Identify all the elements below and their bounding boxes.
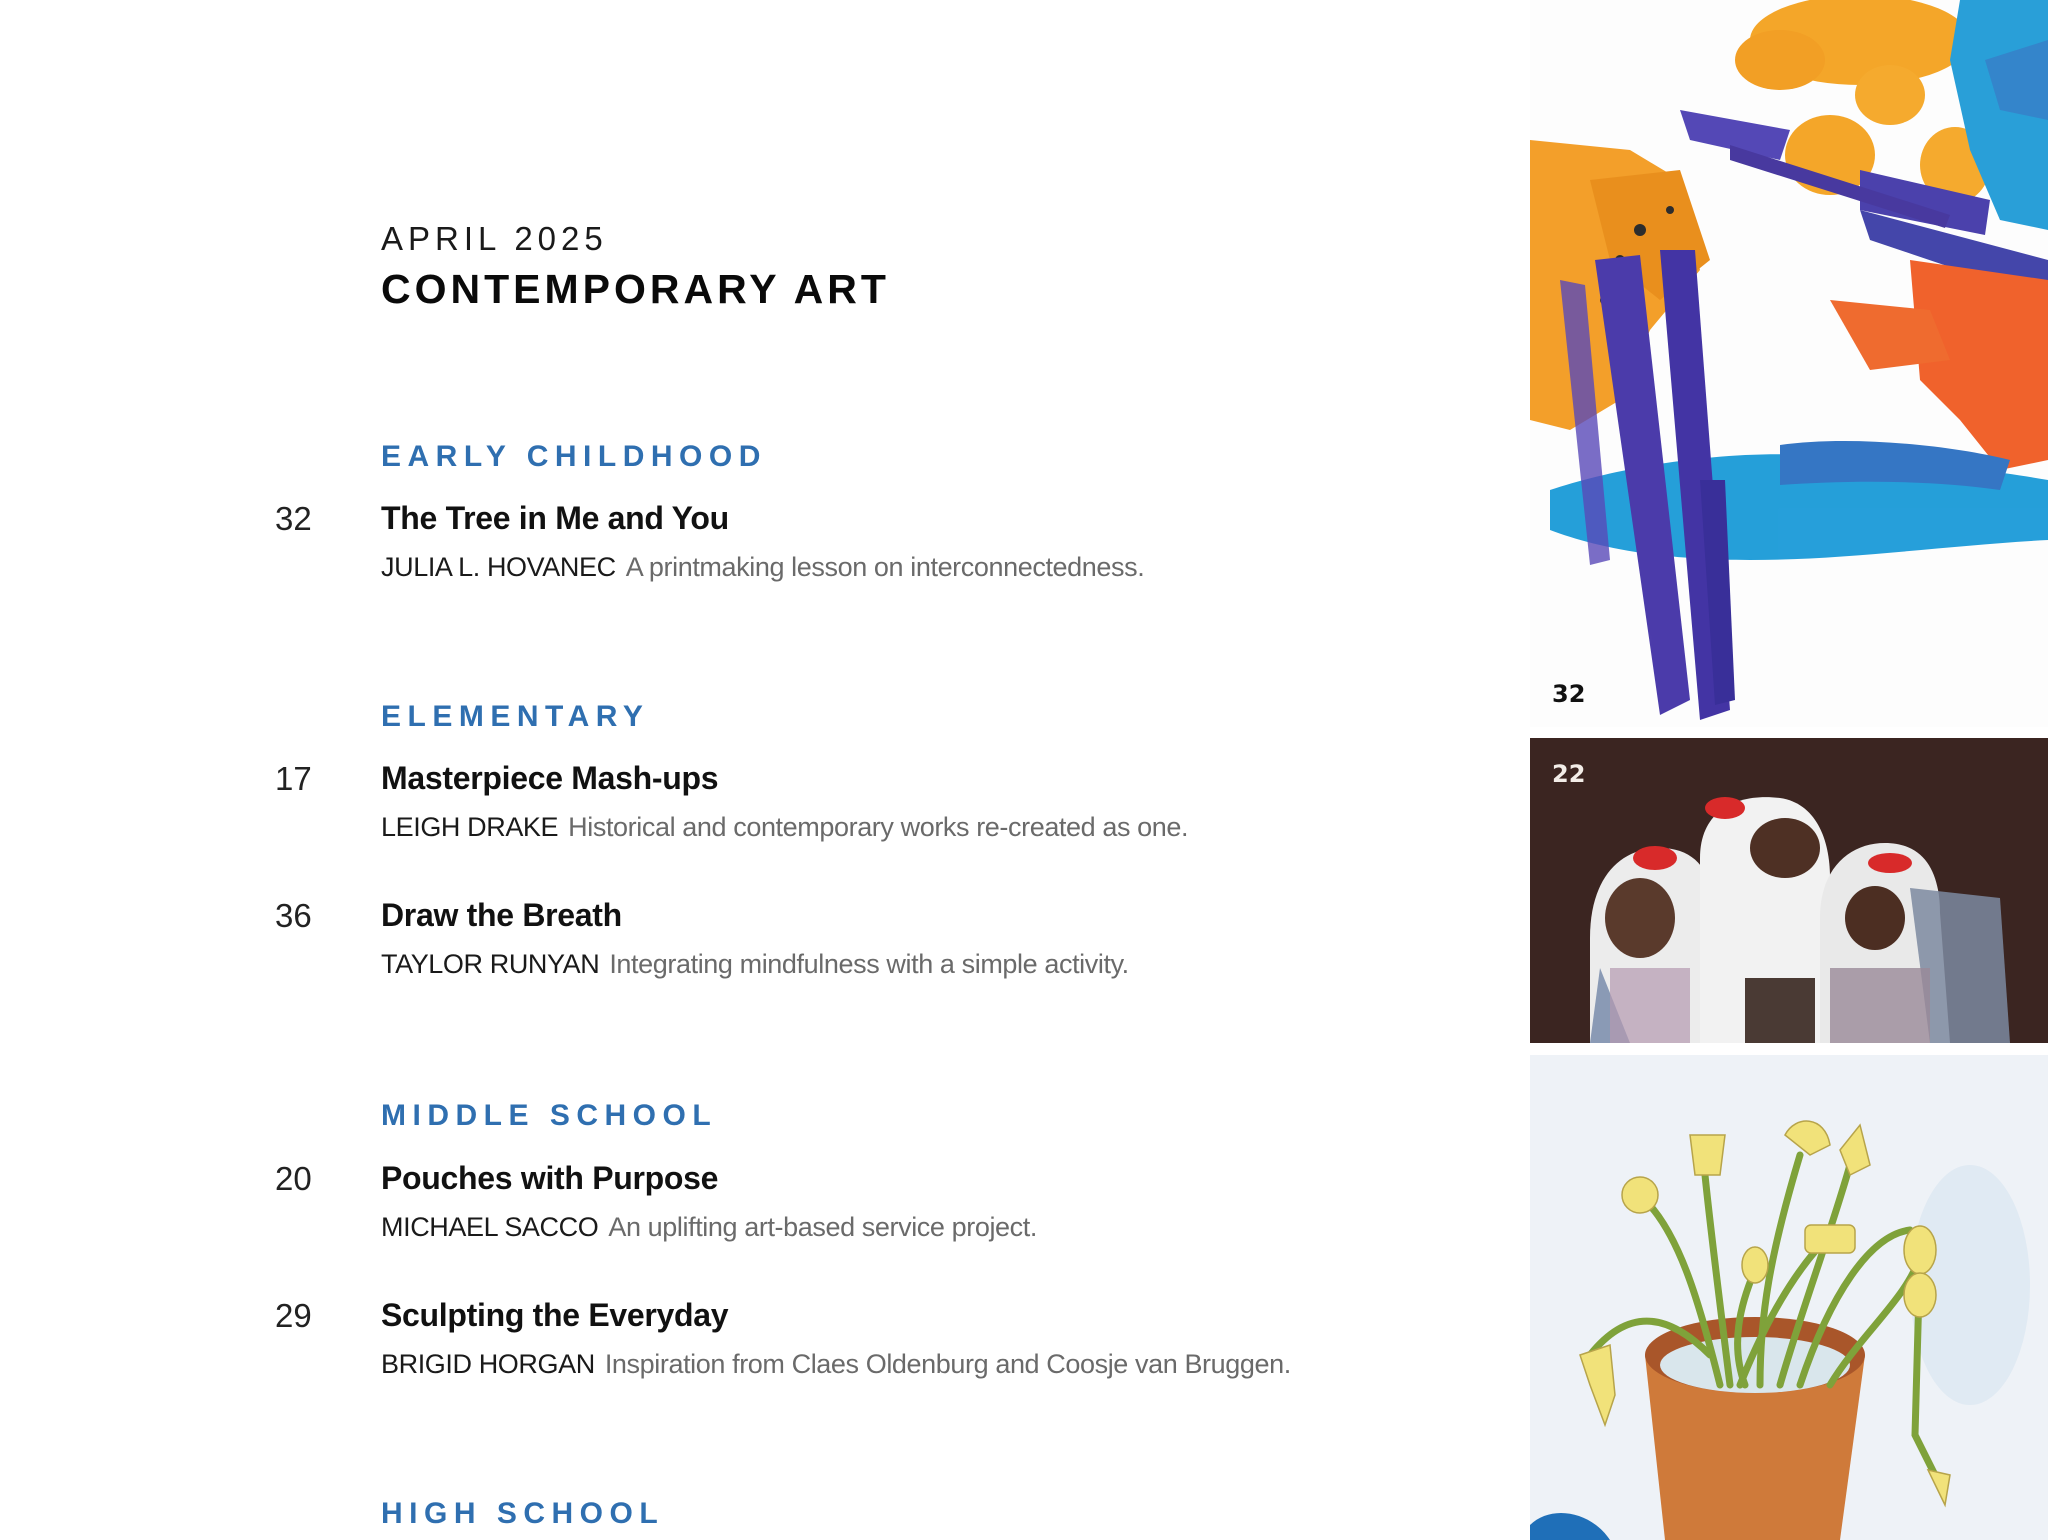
- author-name: MICHAEL SACCO: [381, 1212, 599, 1242]
- article-title[interactable]: Pouches with Purpose: [381, 1160, 719, 1196]
- section-heading-elementary: ELEMENTARY: [381, 700, 650, 733]
- hooded-figures-photo: [1530, 738, 2048, 1043]
- section-heading-middle-school: MIDDLE SCHOOL: [381, 1099, 718, 1132]
- article-title[interactable]: Draw the Breath: [381, 897, 622, 933]
- article-description: A printmaking lesson on interconnectedness.: [625, 552, 1145, 582]
- abstract-paint-illustration: [1530, 0, 2048, 727]
- page-number: 32: [275, 500, 312, 537]
- image-page-label: 32: [1552, 680, 1586, 708]
- issue-theme: CONTEMPORARY ART: [381, 266, 890, 312]
- author-name: JULIA L. HOVANEC: [381, 552, 616, 582]
- byline: [381, 1349, 1291, 1380]
- article-description: Inspiration from Claes Oldenburg and Coosje van Bruggen.: [604, 1349, 1291, 1379]
- page-number: 20: [275, 1160, 312, 1197]
- article-description: An uplifting art-based service project.: [608, 1212, 1037, 1242]
- author-name: LEIGH DRAKE: [381, 812, 559, 842]
- byline: [381, 949, 1129, 980]
- article-entry[interactable]: [0, 500, 1500, 590]
- artwork-plant-pot: [1530, 1055, 2048, 1540]
- article-entry[interactable]: [0, 760, 1500, 850]
- article-description: Integrating mindfulness with a simple activity.: [609, 949, 1129, 979]
- byline: [381, 812, 1188, 843]
- article-title[interactable]: Masterpiece Mash-ups: [381, 760, 719, 796]
- article-title[interactable]: The Tree in Me and You: [381, 500, 729, 536]
- author-name: BRIGID HORGAN: [381, 1349, 595, 1379]
- issue-date: APRIL 2025: [381, 220, 608, 257]
- plant-pot-painting: [1530, 1055, 2048, 1540]
- byline: [381, 552, 1144, 583]
- section-heading-early-childhood: EARLY CHILDHOOD: [381, 440, 767, 473]
- article-entry[interactable]: [0, 897, 1500, 987]
- artwork-hooded-figures: [1530, 738, 2048, 1043]
- article-description: Historical and contemporary works re-created as one.: [568, 812, 1189, 842]
- page-number: 29: [275, 1297, 312, 1334]
- page-number: 36: [275, 897, 312, 934]
- article-entry[interactable]: [0, 1297, 1500, 1387]
- page-number: 17: [275, 760, 312, 797]
- author-name: TAYLOR RUNYAN: [381, 949, 600, 979]
- article-title[interactable]: Sculpting the Everyday: [381, 1297, 729, 1333]
- section-heading-high-school: HIGH SCHOOL: [381, 1497, 665, 1530]
- article-entry[interactable]: [0, 1160, 1500, 1250]
- image-page-label: 22: [1552, 760, 1586, 788]
- artwork-abstract-print: [1530, 0, 2048, 727]
- byline: [381, 1212, 1037, 1243]
